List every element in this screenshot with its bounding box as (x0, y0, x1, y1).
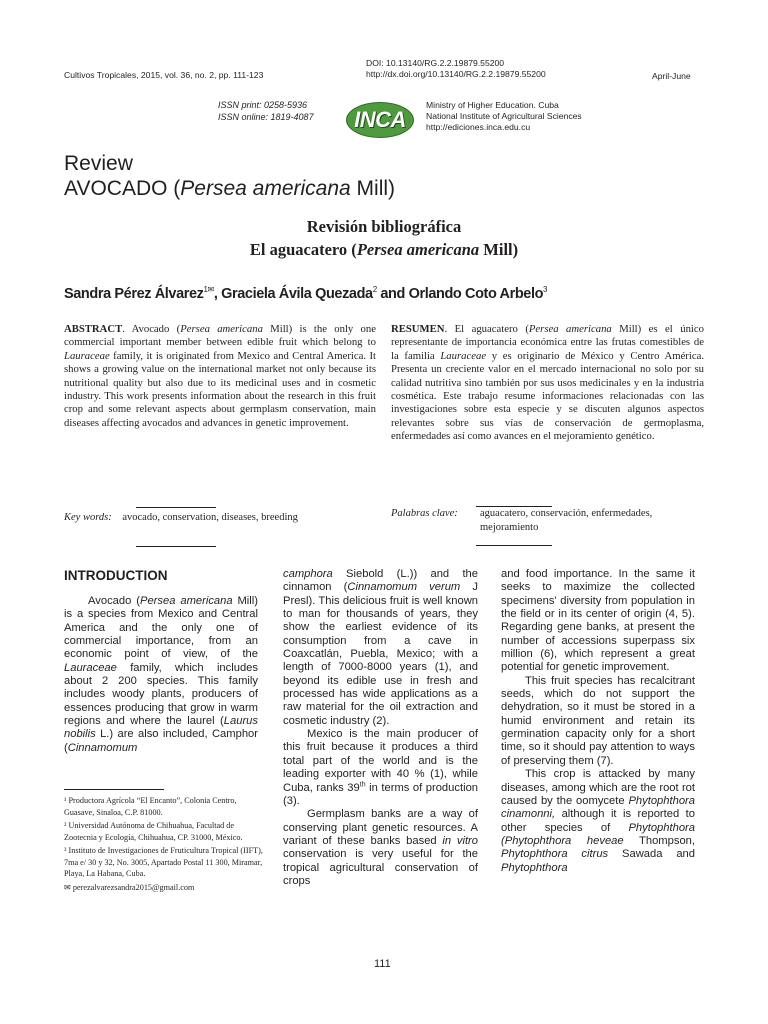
intro-column-3 (501, 568, 695, 875)
intro-paragraph-3: Germplasm banks are a way of conserving plant genetic resources. A variant of these banks based in vitro conservation is very useful for the tropical agricultural conservation of crops (283, 808, 479, 887)
footnote-2: ² Universidad Autónoma de Chihuahua, Facultad de Zootecnia y Ecología, Chihuahua, CP. 31000, México. (64, 821, 243, 842)
article-type: Review (64, 152, 133, 175)
keywords-en-value: avocado, conservation, diseases, breeding (122, 512, 298, 523)
abstract-english: ABSTRACT. Avocado (Persea americana Mill) is the only one commercial important member between edible fruit which belong to Lauraceae family, it is originated from Mexico and Central America. It shows a growing value on the international market not only because its nutritional quality but also due to its medicinal uses and in cosmetic industry. This work presents information about the research in this fruit crop and some relevant aspects about germplasm conservation, main diseases affecting avocados and advances in genetic improvement. (64, 323, 376, 429)
inca-logo-text: INCA (354, 107, 406, 132)
spanish-title: El aguacatero (Persea americana Mill) (249, 240, 519, 259)
intro-paragraph-4: This fruit species has recalcitrant seeds, which do not support the dehydration, so it must be stored in a humid environment and retain its germination capacity only for a short time, so it should pay attention to ways of preserving them (7). (501, 674, 695, 767)
keywords-en (64, 511, 298, 525)
article-title: AVOCADO (Persea americana Mill) (64, 177, 396, 200)
keywords-en-label: Key words: (64, 512, 112, 523)
intro-column-1 (64, 595, 258, 755)
abstract-spanish: RESUMEN. El aguacatero (Persea americana Mill) es el único representante de importancia económica entre las frutas comestibles de la familia Lauraceae y es originario de México y Centro América. Presenta un creciente valor en el mercado internacional no solo por su calidad nutritiva sino también por sus usos medicinales y en la industria cosmética. Este trabajo resume informaciones relacionadas con las investigaciones sobre esta especie y se discuten algunos aspectos relevantes sobre sus vías de conservación de germoplasma, enfermedades así como avances en el mejoramiento genético. (391, 323, 704, 443)
footnote-3: ³ Instituto de Investigaciones de Fruticultura Tropical (IIFT), 7ma e/ 30 y 32, No. 3005, Apartado Postal 11 300, Miramar, Playa, La Habana, Cuba. (64, 846, 263, 878)
intro-paragraph-1: Avocado (Persea americana Mill) is a species from Mexico and Central America and the only one of commercial importance, from an economic point of view, of the Lauraceae family, which includes about 2 200 species. This family includes woody plants, producers of essences producing that grow in warm regions and where the laurel (Laurus nobilis L.) are also included, Camphor (Cinnamomum (64, 595, 258, 754)
issn-online: ISSN online: 1819-4087 (218, 112, 314, 122)
keywords-rule-bottom (136, 546, 216, 547)
institute-name: National Institute of Agricultural Sciences (426, 111, 582, 121)
section-heading-introduction: INTRODUCTION (64, 568, 168, 583)
page-number: 111 (374, 958, 391, 970)
issue-period: April-June (652, 71, 691, 81)
ministry-name: Ministry of Higher Education. Cuba (426, 100, 559, 110)
keywords-rule-top (136, 507, 216, 508)
palabras-rule-bottom (476, 545, 552, 546)
intro-paragraph-3-cont: and food importance. In the same it seeks to maximize the collected specimens' diversity from population in the field or in its center of origin (4, 5). Regarding gene banks, at present the number of accessions superpass six million (6), which represent a great potential for genetic improvement. (501, 568, 695, 674)
keywords-es-label: Palabras clave: (391, 508, 458, 519)
issn-print: ISSN print: 0258-5936 (218, 100, 308, 110)
intro-paragraph-5: This crop is attacked by many diseases, among which are the root rot caused by the oomycete Phytophthora cinamonni, although it is reported to other species of Phytophthora (Phytophthora heveae Thompson, Phytophthora citrus Sawada and Phytophthora (501, 768, 695, 874)
journal-citation: Cultivos Tropicales, 2015, vol. 36, no. 2, pp. 111-123 (64, 70, 264, 80)
author-list: Sandra Pérez Álvarez$^{1✉}$, Graciela Ávila Quezada$^2$ and Orlando Coto Arbelo$^3$ (64, 285, 548, 302)
footnote-1: ¹ Productora Agrícola “El Encanto”, Colonia Centro, Guasave, Sinaloa, C.P. 81000. (64, 796, 237, 817)
doi-link[interactable]: http://dx.doi.org/10.13140/RG.2.2.19879.55200 (366, 69, 546, 79)
intro-paragraph-2: Mexico is the main producer of this fruit because it produces a third total part of the world and is the leading exporter with 40 % (1), while Cuba, ranks 39th in terms of production (3). (283, 728, 479, 807)
intro-column-2 (283, 568, 478, 888)
footnote-separator (64, 789, 164, 790)
publisher-url[interactable]: http://ediciones.inca.edu.cu (426, 122, 531, 132)
doi: DOI: 10.13140/RG.2.2.19879.55200 (366, 58, 505, 68)
intro-paragraph-1-cont: camphora Siebold (L.)) and the cinnamon (Cinnamomum verum J Presl). This delicious fruit is well known to man for thousands of years, they show the earliest evidence of its consumption from a cave in Coaxcatlán, Puebla, Mexico; with a length of 7000-8000 years (1), and beyond its edible use in fresh and processed has wide applications as a raw material for the oil extraction and cosmetic industry (2). (283, 568, 479, 727)
keywords-es-value-1: aguacatero, conservación, enfermedades, (480, 508, 653, 519)
inca-logo (346, 102, 414, 138)
keywords-es-value-2: mejoramiento (480, 522, 539, 533)
spanish-title-type: Revisión bibliográfica (306, 217, 462, 236)
author-email[interactable]: ✉ perezalvarezsandra2015@gmail.com (64, 882, 195, 892)
footnotes (64, 795, 264, 895)
